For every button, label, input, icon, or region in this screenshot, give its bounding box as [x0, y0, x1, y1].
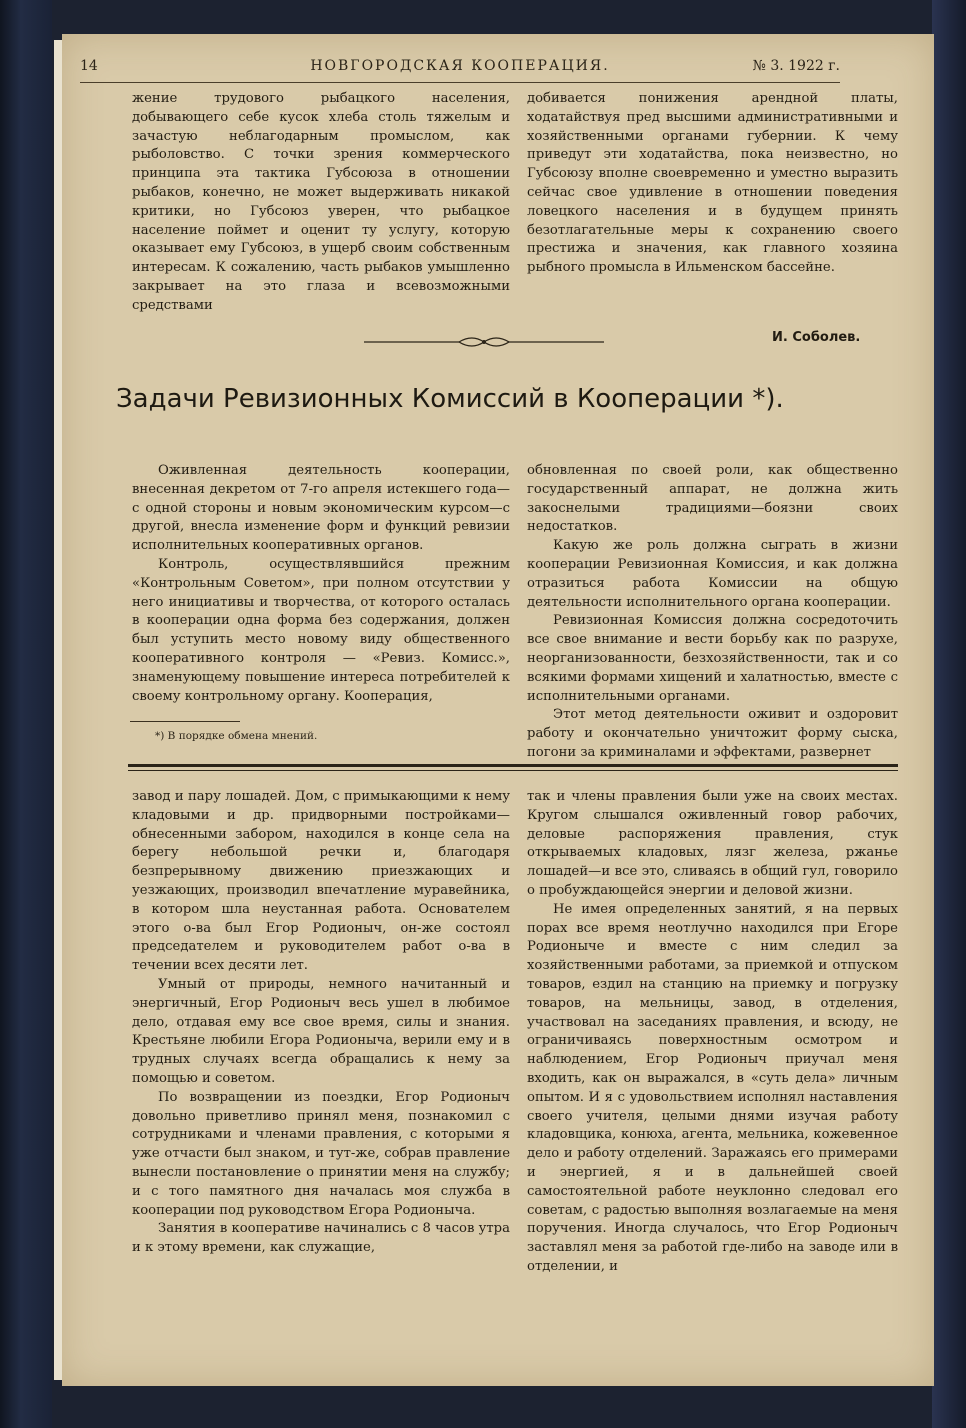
article-title: Задачи Ревизионных Комиссий в Кооперации *). [116, 384, 784, 414]
prev-article-right-column [527, 90, 898, 278]
paragraph: жение трудового рыбацкого населения, добывающего себе кусок хлеба столь тяжелым и зачастую неблагодарным промыслом, как рыболовство. С точки зрения коммерческого принципа эта тактика Губсоюза в отношении рыбаков, конечно, не может выдерживать никакой критики, но Губсоюз уверен, что рыбацкое население поймет и оценит ту услугу, которую оказывает ему Губсоюз, в ущерб своим собственным интересам. К сожалению, часть рыбаков умышленно закрывает на это глаза и всевозможными средствами [132, 91, 510, 313]
header-rule [80, 82, 840, 83]
story-left-column [132, 788, 510, 1258]
footnote-rule [130, 721, 240, 722]
ornamental-divider [364, 334, 604, 350]
journal-title: НОВГОРОДСКАЯ КООПЕРАЦИЯ. [310, 58, 610, 74]
footnote: *) В порядке обмена мнений. [155, 730, 318, 742]
paragraph: Занятия в кооперативе начинались с 8 часов утра и к этому времени, как служащие, [132, 1221, 510, 1256]
page-header [80, 58, 840, 80]
paragraph: добивается понижения арендной платы, ходатайствуя пред высшими административными и хозяйственными органами губернии. К чему приведут эти ходатайства, пока неизвестно, но Губсоюзу вполне своевременно и уместно выразить сейчас свое удивление в отношении поведения ловецкого населения и в будущем принять безотлагательные меры к сохранению своего престижа и значения, как главного хозяина рыбного промысла в Ильменском бассейне. [527, 91, 898, 276]
section-divider-rule [128, 764, 898, 767]
book-binding-left [0, 0, 52, 1428]
paragraph: Какую же роль должна сыграть в жизни кооперации Ревизионная Комиссия, и как должна отразиться работа Комиссии на общую деятельности исполнительного органа кооперации. [527, 538, 898, 610]
paragraph: Оживленная деятельность кооперации, внесенная декретом от 7-го апреля истекшего года— с одной стороны и новым экономическим курсом—с другой, внесла изменение форм и функций ревизии исполнительных кооперативных органов. [132, 463, 510, 554]
article-right-column [527, 462, 898, 763]
paragraph: Ревизионная Комиссия должна сосредоточить все свое внимание и вести борьбу как по разрухе, неорганизованности, безхозяйственности, так и со всякими формами хищений и халатностью, вместе с исполнительными органами. [527, 613, 898, 704]
issue-number: № 3. 1922 г. [752, 58, 840, 74]
paragraph: Этот метод деятельности оживит и оздоровит работу и окончательно уничтожит форму сыска, погони за криминалами и эффектами, развернет [527, 707, 898, 760]
paragraph: Умный от природы, немного начитанный и энергичный, Егор Родионыч весь ушел в любимое дело, отдавая ему все свое время, силы и знания. Крестьяне любили Егора Родионыча, верили ему и в трудных случаях всегда обращались к нему за помощью и советом. [132, 976, 510, 1086]
book-binding-right [932, 0, 966, 1428]
paragraph: Контроль, осуществлявшийся прежним «Контрольным Советом», при полном отсутствии у него инициативы и творчества, от которого осталась в кооперации одна форма без содержания, должен был уступить место новому виду общественного кооперативного контроля — «Ревиз. Комисс.», знаменующему повышение интереса потребителей к своему контрольному органу. Кооперация, [132, 556, 510, 704]
prev-article-left-column [132, 90, 510, 316]
paragraph: так и члены правления были уже на своих местах. Кругом слышался оживленный говор рабочих, деловые распоряжения правления, стук открываемых кладовых, лязг железа, ржанье лошадей—и все это, сливаясь в общий гул, говорило о пробуждающейся энергии и деловой жизни. [527, 789, 898, 898]
page-number: 14 [80, 58, 98, 74]
paragraph: завод и пару лошадей. Дом, с примыкающими к нему кладовыми и др. придворными постройками—обнесенными забором, находился в конце села на берегу небольшой речки и, благодаря безпрерывному движению приезжающих и уезжающих, производил впечатление муравейника, в котором шла неустанная работа. Основателем этого о-ва был Егор Родионыч, он-же состоял председателем и руководителем работ о-ва в течении всех десяти лет. [132, 789, 510, 974]
article-left-column [132, 462, 510, 706]
author-signature: И. Соболев. [772, 330, 861, 345]
story-right-column [527, 788, 898, 1277]
section-divider-rule-thin [128, 770, 898, 771]
paragraph: По возвращении из поездки, Егор Родионыч довольно приветливо принял меня, познакомил с сотрудниками и членами правления, с которыми я уже отчасти был знаком, и тут-же, собрав правление вынесли постановление о принятии меня на службу; и с того памятного дня началась моя служба в кооперации под руководством Егора Родионыча. [132, 1089, 510, 1218]
paragraph: Не имея определенных занятий, я на первых порах все время неотлучно находился при Егоре Родионыче и вместе с ним следил за хозяйственными работами, за приемкой и отпуском товаров, ездил на станцию на приемку и погрузку товаров, на мельницы, завод, в отделения, участвовал на заседаниях правления, и всюду, не ограничиваясь поверхностным осмотром и наблюдением, Егор Родионыч приучал меня входить, как он выражался, в «суть дела» личным опытом. И я с удовольствием исполнял наставления своего учителя, целыми днями изучая работу кладовщика, конюха, агента, мельника, кожевенное дело и работу отделений. Заражаясь его примерами и энергией, я и в дальнейшей своей самостоятельной работе неуклонно следовал его советам, с радостью выполняя возлагаемые на меня поручения. Иногда случалось, что Егор Родионыч заставлял меня за работой где-либо на заводе или в отделении, и [527, 901, 898, 1274]
paragraph: обновленная по своей роли, как общественно государственный аппарат, не должна жить закоснелыми традициями—боязни своих недостатков. [527, 463, 898, 535]
